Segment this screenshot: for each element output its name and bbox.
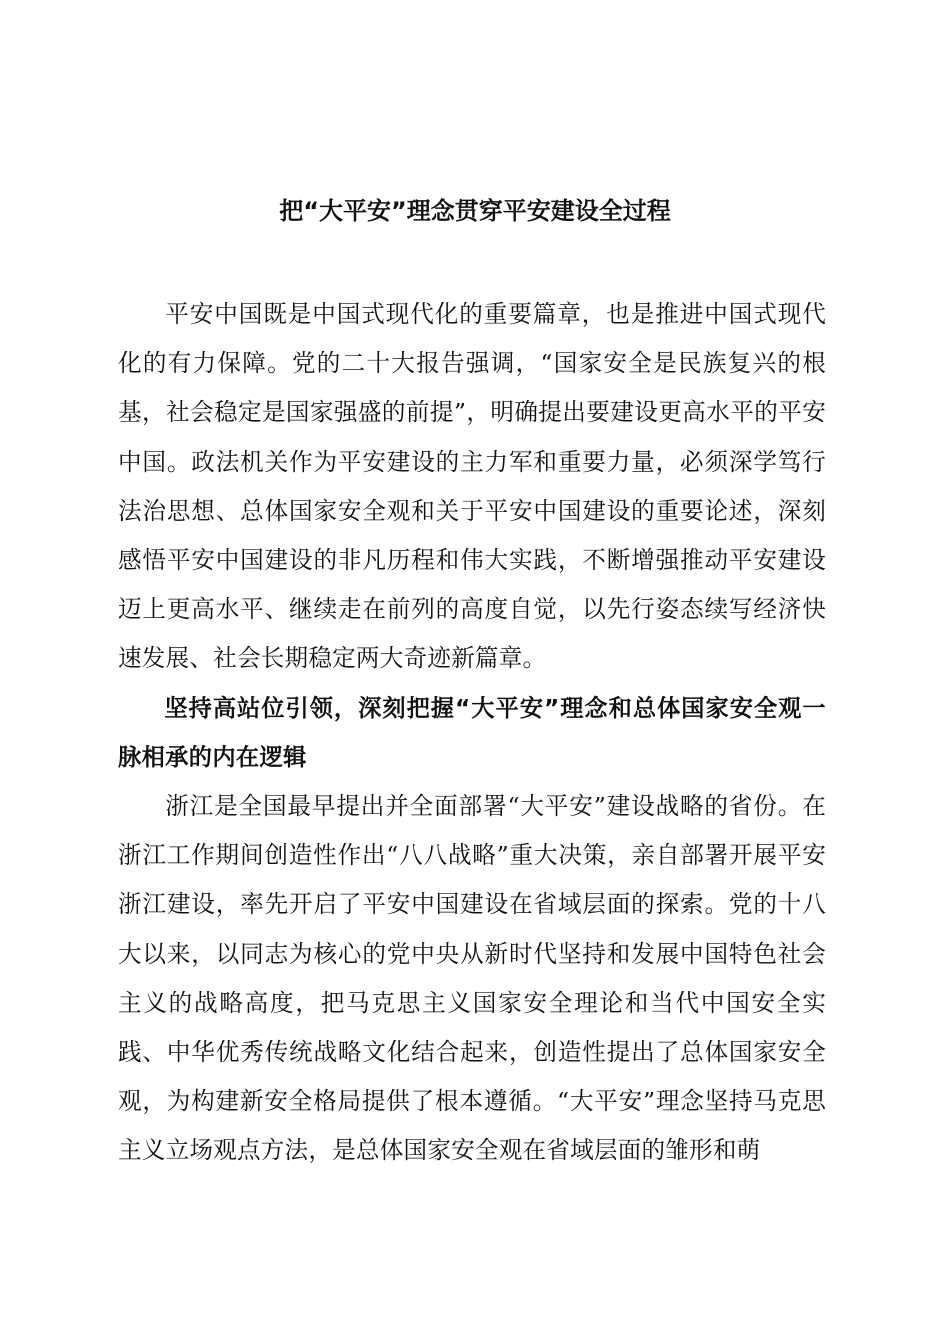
document-body [118,290,826,1176]
document-title: 把“大平安”理念贯穿平安建设全过程 [279,197,671,225]
intro-paragraph: 平安中国既是中国式现代化的重要篇章，也是推进中国式现代化的有力保障。党的二十大报告强调，“国家安全是民族复兴的根基，社会稳定是国家强盛的前提”，明确提出要建设更高水平的平安中国。政法机关作为平安建设的主力军和重要力量，必须深学笃行法治思想、总体国家安全观和关于平安中国建设的重要论述，深刻感悟平安中国建设的非凡历程和伟大实践，不断增强推动平安建设迈上更高水平、继续走在前列的高度自觉，以先行姿态续写经济快速发展、社会长期稳定两大奇迹新篇章。 [118,300,826,673]
section-heading: 坚持高站位引领，深刻把握“大平安”理念和总体国家安全观一脉相承的内在逻辑 [118,694,826,771]
section-paragraph: 浙江是全国最早提出并全面部署“大平安”建设战略的省份。在浙江工作期间创造性作出“八八战略”重大决策，亲自部署开展平安浙江建设，率先开启了平安中国建设在省域层面的探索。党的十八大以来，以同志为核心的党中央从新时代坚持和发展中国特色社会主义的战略高度，把马克思主义国家安全理论和当代中国安全实践、中华优秀传统战略文化结合起来，创造性提出了总体国家安全观，为构建新安全格局提供了根本遵循。“大平安”理念坚持马克思主义立场观点方法，是总体国家安全观在省域层面的雏形和萌 [118,792,826,1165]
